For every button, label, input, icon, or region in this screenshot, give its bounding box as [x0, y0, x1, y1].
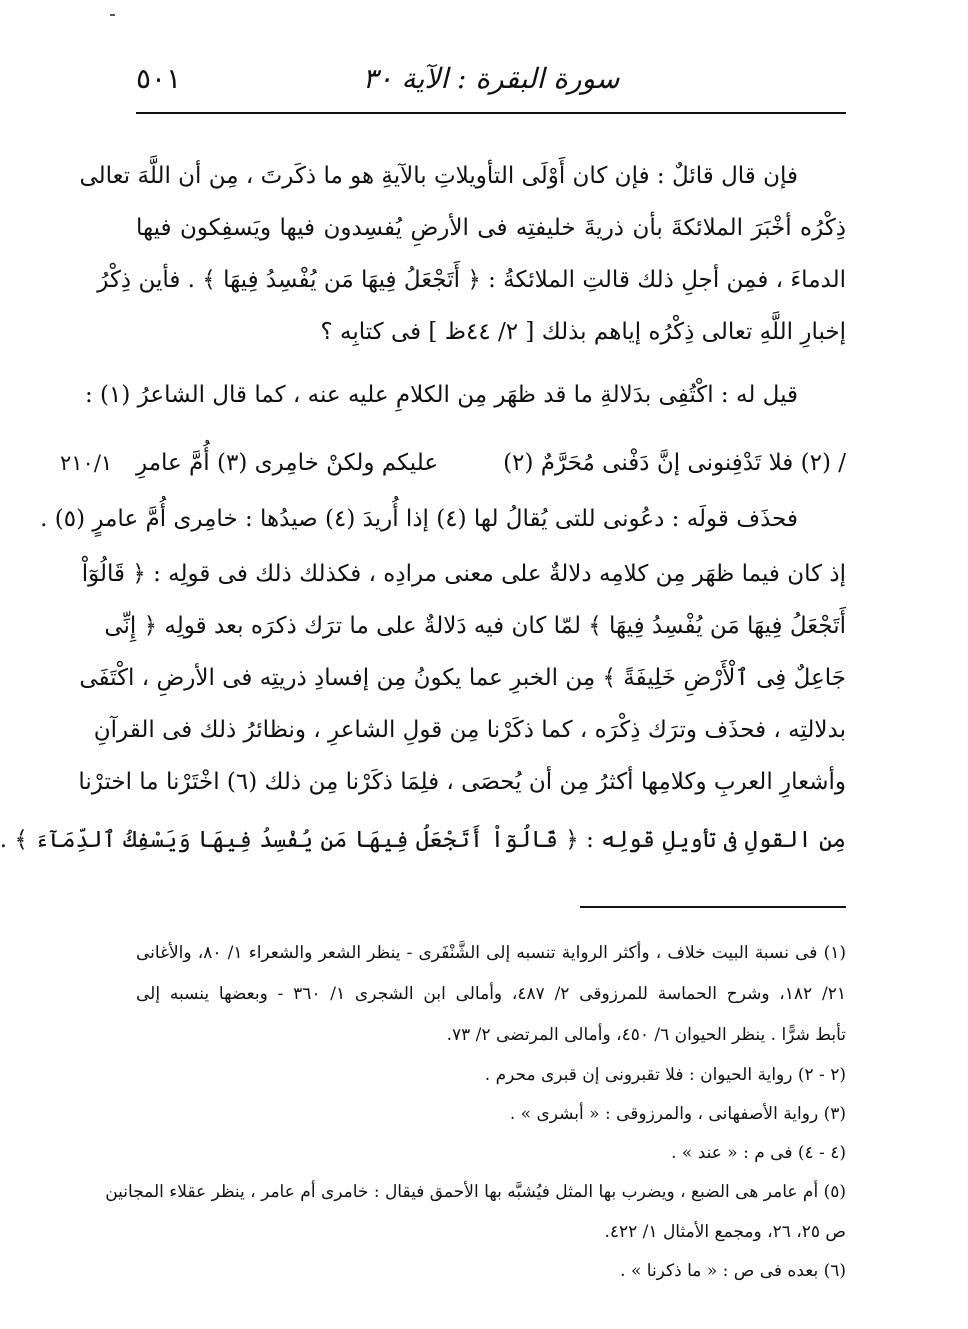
- footnote-line: تأبط شرًّا . ينظر الحيوان ٦/ ٤٥٠، وأمالى المرتضى ٢/ ٧٣.: [446, 1025, 846, 1045]
- header-rule: [136, 112, 846, 114]
- footnote-line: ٢١/ ١٨٢، وشرح الحماسة للمرزوقى ٢/ ٤٨٧، وأمالى ابن الشجرى ١/ ٣٦٠ - وبعضها ينسبه إلى: [136, 984, 846, 1004]
- page-number: ٥٠١: [136, 62, 182, 95]
- body-line: قيل له : اكْتُفِى بدَلالةِ ما قد ظهَر مِن الكلامِ عليه عنه ، كما قال الشاعرُ (١) :: [84, 382, 798, 408]
- body-line: جَاعِلٌ فِى ٱلْأَرْضِ خَلِيفَةً ﴾ مِن الخبرِ عما يكونُ مِن إفسادِ ذريتِه فى الأرضِ ، اكْتَفَى: [79, 665, 846, 691]
- footnote-separator: [580, 906, 846, 908]
- footnote-line: (٣) رواية الأصفهانى ، والمرزوقى : « أبشرى » .: [509, 1104, 846, 1124]
- poetry-verse: [136, 441, 846, 485]
- body-line: فإن قال قائلٌ : فإن كان أَوْلَى التأويلاتِ بالآيةِ هو ما ذكَرتَ ، مِن أن اللَّهَ تعالى: [79, 163, 798, 189]
- body-line: ذِكْرُه أخْبَرَ الملائكةَ بأن ذريةَ خليفتِه فى الأرضِ يُفسِدون فيها ويَسفِكون فيها: [136, 215, 846, 241]
- footnote-line: (١) فى نسبة البيت خلاف ، وأكثر الرواية تنسبه إلى الشَّنْفَرى - ينظر الشعر والشعراء ١/ ٨٠، والأغانى: [136, 943, 846, 963]
- body-line: مِن القولِ فى تأويلِ قولِه : ﴿ قَالُوٓاْ أَتَجْعَلُ فِيهَا مَن يُفْسِدُ فِيهَا وَيَسْفِكُ ٱلدِّمَآءَ ﴾ .: [0, 827, 846, 853]
- scan-mark: [110, 14, 115, 16]
- body-line: إذ كان فيما ظهَر مِن كلامِه دلالةٌ على معنى مرادِه ، فكذلك ذلك فى قولِه : ﴿ قَالُوٓاْ: [81, 561, 846, 587]
- body-line: وأشعارِ العربِ وكلامِها أكثرُ مِن أن يُحصَى ، فلِمَا ذكَرْنا مِن ذلك (٦) اخْتَرْنا ما اخترْنا: [78, 769, 846, 795]
- footnote-line: (٤ - ٤) فى م : « عند » .: [671, 1143, 846, 1163]
- verse-second-hemistich: عليكم ولكنْ خامِرى (٣) أُمَّ عامرِ: [136, 450, 439, 476]
- body-line: إخبارِ اللَّهِ تعالى ذِكْرُه إياهم بذلك [ ٢/ ٤٤ظ ] فى كتابِه ؟: [320, 319, 846, 345]
- margin-reference: ٢١٠/١: [60, 451, 113, 475]
- footnote-line: (٢ - ٢) رواية الحيوان : فلا تقبرونى إن قبرى محرم .: [484, 1065, 846, 1085]
- footnote-line: (٥) أم عامر هى الضبع ، ويضرب بها المثل فيُشبَّه بها الأحمق فيقال : خامرى أم عامر ، ينظر عقلاء المجانين: [105, 1182, 846, 1202]
- footnote-line: (٦) بعده فى ص : « ما ذكرنا » .: [620, 1261, 846, 1281]
- body-line: أَتَجْعَلُ فِيهَا مَن يُفْسِدُ فِيهَا ﴾ لمّا كان فيه دَلالةٌ على ما ترَك ذكرَه بعد قولِه ﴿ إِنِّى: [104, 613, 846, 639]
- running-head: سورة البقرة : الآية ٣٠: [362, 62, 620, 95]
- body-line: فحذَف قولَه : دعُونى للتى يُقالُ لها (٤) إذا أُريدَ (٤) صيدُها : خامِرى أُمَّ عامرٍ (٥) .: [40, 506, 798, 532]
- footnote-line: ص ٢٥، ٢٦، ومجمع الأمثال ١/ ٤٢٢.: [604, 1222, 846, 1242]
- verse-first-hemistich: / (٢) فلا تَدْفِنونى إنَّ دَفْنى مُحَرَّمٌ (٢): [503, 450, 846, 476]
- body-line: الدماءَ ، فمِن أجلِ ذلك قالتِ الملائكةُ : ﴿ أَتَجْعَلُ فِيهَا مَن يُفْسِدُ فِيهَا ﴾ . فأين ذِكْرُ: [97, 267, 846, 293]
- body-line: بدلالتِه ، فحذَف وترَك ذِكْرَه ، كما ذكَرْنا مِن قولِ الشاعرِ ، ونظائرُ ذلك فى القرآنِ: [93, 717, 846, 743]
